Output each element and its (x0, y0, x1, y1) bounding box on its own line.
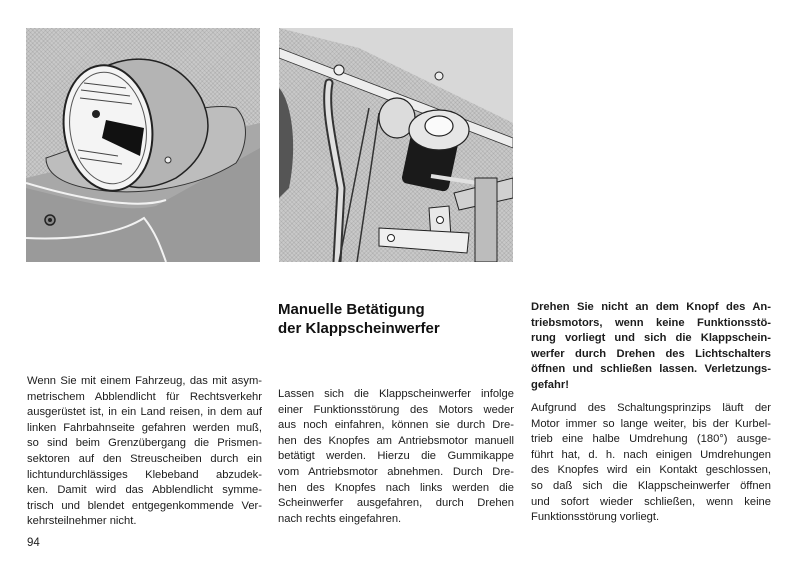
text-line: trieb eine halbe Umdrehung (180°) ausge- (531, 433, 771, 446)
headlight-tape-paragraph (27, 374, 262, 530)
lens-mark (92, 110, 100, 118)
text-line: Aufgrund des Schaltungsprinzips läuft der (531, 402, 771, 414)
text-line: Drehen Sie nicht an dem Knopf des An- (531, 301, 771, 313)
crank-pivot (437, 217, 444, 224)
headlight-drawing (26, 28, 260, 262)
switching-principle-paragraph (531, 401, 771, 526)
left-opening (279, 88, 293, 198)
motor-knob (425, 116, 453, 136)
warning-paragraph (531, 300, 771, 394)
text-line: lichtundurchlässiges Klebeband abzudek- (27, 468, 262, 481)
text-line: vom Antriebsmotor abnehmen. Durch Dre- (278, 465, 514, 478)
page-number: 94 (27, 537, 40, 549)
text-line: Funktionsstörung vorliegt. (531, 511, 660, 524)
text-line: des Knopfes wird ein Kontakt geschlossen, (531, 464, 771, 477)
text-line: nach rechts eingefahren. (278, 512, 402, 525)
manual-operation-paragraph (278, 387, 514, 527)
text-line: Lassen sich die Klappscheinwerfer infolge (278, 388, 514, 400)
housing-screw (165, 157, 171, 163)
text-line: führt hat, d. h. nach einigen Umdrehungen (531, 448, 771, 461)
text-line: ausgerüstet ist, in ein Land reisen, in dem auf (27, 406, 262, 419)
text-line: werfer durch Drehen des Lichtschalters (531, 347, 771, 360)
text-line: rung vorliegt und sich die Klappschein- (531, 332, 771, 345)
text-line: ken. Damit wird das Abblendlicht symme- (27, 484, 262, 497)
text-line: betätigt werden. Hierzu die Gummikappe (278, 450, 514, 463)
motor-drawing (279, 28, 513, 262)
text-line: aus noch einfahren, können sie durch Dre- (278, 419, 514, 432)
heading-line: Manuelle Betätigung (278, 301, 425, 318)
text-line: so daß sich die Klappscheinwerfer öffnen (531, 479, 771, 492)
text-line: Motor immer so lange weiter, bis der Kurbel- (531, 417, 771, 430)
text-line: linken Fahrbahnseite gefahren werden muß, (27, 421, 262, 434)
text-line: trisch und blendet entgegenkommende Ver- (27, 499, 262, 512)
support-bar (475, 178, 497, 262)
headlight-illustration (26, 28, 260, 262)
section-heading (278, 300, 518, 338)
panel-screw-center (48, 218, 52, 222)
text-line: und sofort wieder schließen, wenn keine (531, 495, 771, 508)
text-line: einer Funktionsstörung des Motors weder (278, 403, 514, 416)
text-line: kehrsteilnehmer nicht. (27, 515, 137, 528)
text-line: öffnen und schließen lassen. Verletzungs- (531, 363, 771, 376)
text-line: hen des Knopfes am Antriebsmotor manuell (278, 434, 514, 447)
text-line: Wenn Sie mit einem Fahrzeug, das mit asym- (27, 375, 262, 387)
text-line: hen des Knopfes nach links werden die (278, 481, 514, 494)
text-line: so sind beim Grenzübergang die Prismen- (27, 437, 262, 450)
text-line: Scheinwerfer ausgefahren, durch Drehen (278, 497, 514, 510)
bracket-screw (388, 235, 395, 242)
text-line: gefahr! (531, 378, 569, 391)
text-line: triebsmotors, wenn keine Funktionsstö- (531, 316, 771, 329)
heading-line: der Klappscheinwerfer (278, 320, 440, 337)
frame-rivet (435, 72, 443, 80)
motor-knob-illustration (279, 28, 513, 262)
text-line: metrischem Abblendlicht für Rechtsverkehr (27, 390, 262, 403)
text-line: sektoren auf den Streuscheiben durch ein (27, 452, 262, 465)
frame-bolt (334, 65, 344, 75)
